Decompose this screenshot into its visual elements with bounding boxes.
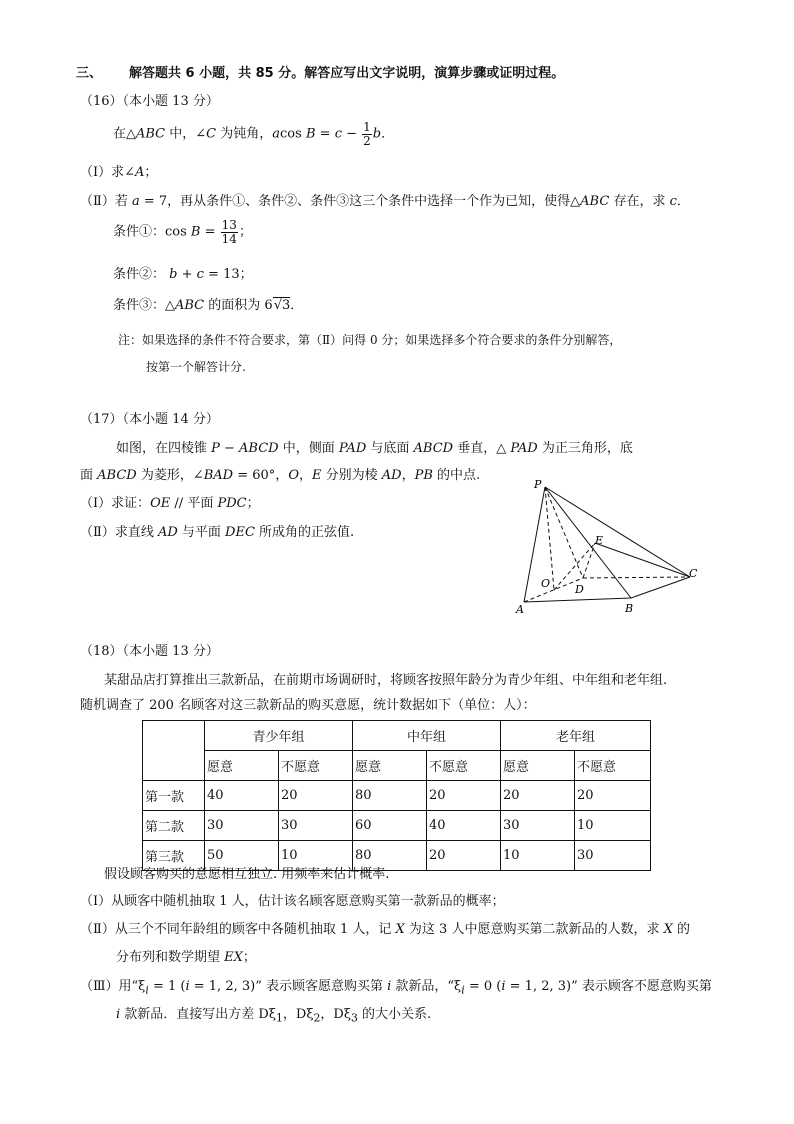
table-subheader-row [143,751,651,781]
q18-part2-line2: 分布列和数学期望 EX； [116,950,256,965]
edge-AB [524,598,631,602]
table-cell: 80 [353,781,427,811]
section-heading: 解答题共 6 小题，共 85 分。解答应写出文字说明，演算步骤或证明过程。 [129,66,565,81]
table-cell: 10 [279,841,353,871]
edge-BC [631,577,690,598]
edge-DC [583,577,690,578]
table-cell: 20 [501,781,575,811]
edge-PD [545,487,583,578]
label-C: C [689,567,698,580]
q18-part3-line2: i 款新品．直接写出方差 $D\xi_1$，$D\xi_2$，$D\xi_3$ 的大小关系. [116,1007,432,1025]
table-subheader: 不愿意 [427,751,501,781]
row-label: 第三款 [143,841,205,871]
table-row [143,781,651,811]
q16-note-line1: 注：如果选择的条件不符合要求，第（Ⅱ）问得 0 分；如果选择多个符合要求的条件分别解答， [118,333,622,347]
table-cell: 10 [575,811,651,841]
table-cell: 30 [205,811,279,841]
table-cell: 60 [353,811,427,841]
label-E: E [595,534,604,547]
label-P: P [534,478,542,491]
q18-part2-line1: （Ⅱ）从三个不同年龄组的顾客中各随机抽取 1 人，记 X 为这 3 人中愿意购买第二款新品的人数，求 X 的 [80,922,690,937]
label-O: O [541,577,551,590]
q16-label: （16）（本小题 13 分） [80,94,219,109]
q16-condition-1: 条件①：cos B = $\frac{13}{14}$ ； [113,218,252,246]
q18-intro-line1: 某甜品店打算推出三款新品，在前期市场调研时，将顾客按照年龄分为青少年组、中年组和老年组. [104,673,668,688]
q18-intro-line2: 随机调查了 200 名顾客对这三款新品的购买意愿，统计数据如下（单位：人）： [80,698,536,713]
q17-stem-line2: 面 ABCD 为菱形，∠BAD = 60°，O，E 分别为棱 AD，PB 的中点. [80,468,481,483]
cos-fraction: $\frac{13}{14}$ [221,218,237,246]
edge-DE [583,543,595,578]
edge-PO [545,487,554,590]
row-label: 第一款 [143,781,205,811]
table-cell: 20 [575,781,651,811]
label-A: A [516,603,524,616]
table-cell: 30 [279,811,353,841]
table-group-header: 老年组 [501,721,651,751]
q18-part3-line1: （Ⅲ）用“$\xi_i = 1$ (i = 1, 2, 3)” 表示顾客愿意购买第 i 款新品，“$\xi_i = 0$ (i = 1, 2, 3)” 表示顾客不愿意购买第 [80,979,712,997]
table-subheader: 愿意 [353,751,427,781]
q17-label: （17）（本小题 14 分） [80,412,219,427]
table-row [143,811,651,841]
table-subheader: 愿意 [205,751,279,781]
table-cell: 50 [205,841,279,871]
q16-part1: （Ⅰ）求∠A； [80,165,158,180]
edge-PC [545,487,690,577]
table-cell: 30 [501,811,575,841]
table-cell: 20 [279,781,353,811]
q17-stem-line1: 如图，在四棱锥 P − ABCD 中，侧面 PAD 与底面 ABCD 垂直，△ PAD 为正三角形，底 [116,441,633,456]
table-group-header: 中年组 [353,721,501,751]
q18-assumption: 假设顾客购买的意愿相互独立. 用频率来估计概率. [104,867,390,882]
table-subheader: 愿意 [501,751,575,781]
q18-part1: （Ⅰ）从顾客中随机抽取 1 人，估计该名顾客愿意购买第一款新品的概率； [80,894,505,909]
table-cell: 80 [353,841,427,871]
table-cell: 20 [427,841,501,871]
q16-note-line2: 按第一个解答计分. [146,360,246,374]
row-label: 第二款 [143,811,205,841]
pyramid-figure [500,470,710,620]
q16-condition-3: 条件③：△ABC 的面积为 6√3． [113,298,304,313]
table-group-header-row [143,721,651,751]
table-cell: 40 [427,811,501,841]
label-D: D [575,583,584,596]
table-cell: 40 [205,781,279,811]
q16-condition-2: 条件②： b + c = 13； [113,267,253,282]
q17-part1: （Ⅰ）求证：OE // 平面 PDC； [80,496,260,511]
q16-stem: 在△ABC 中，∠C 为钝角，acos B = c − $\frac{1}{2}$ b． [113,120,395,148]
table-corner-cell [143,721,205,781]
one-half-fraction: $\frac{1}{2}$ [363,120,371,148]
table-subheader: 不愿意 [279,751,353,781]
q18-label: （18）（本小题 13 分） [80,644,219,659]
q16-part2: （Ⅱ）若 a = 7，再从条件①、条件②、条件③这三个条件中选择一个作为已知，使得△ABC 存在，求 c． [80,194,690,209]
label-B: B [625,602,634,615]
table-cell: 10 [501,841,575,871]
q17-part2: （Ⅱ）求直线 AD 与平面 DEC 所成角的正弦值. [80,525,355,540]
table-group-header: 青少年组 [205,721,353,751]
table-cell: 20 [427,781,501,811]
section-number: 三、 [76,66,103,81]
table-cell: 30 [575,841,651,871]
sqrt-symbol: √3 [273,298,291,313]
purchase-intention-table [142,720,651,871]
edge-PB [545,487,631,598]
table-subheader: 不愿意 [575,751,651,781]
